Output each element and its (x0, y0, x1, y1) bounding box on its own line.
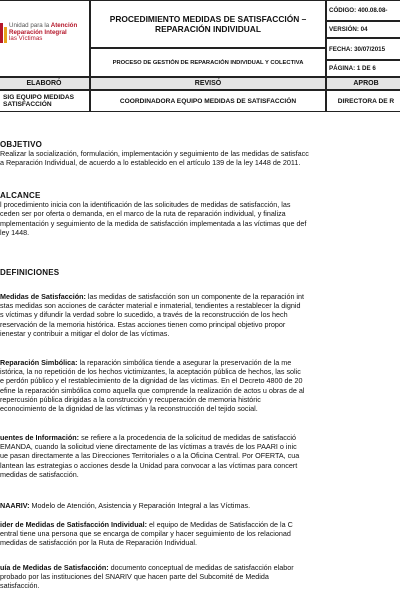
definition-lider-medidas: ider de Medidas de Satisfacción Individual: el equipo de Medidas de Satisfacción de la C entral tiene una persona que se encarga de compilar y hacer seguimiento de los relacionad medidas de satisfacción por la Ruta de Reparación Individual. (0, 520, 400, 548)
paragraph-line: ceden ser por oferta o demanda, en el marco de la ruta de reparación individual, y finaliza (0, 209, 286, 219)
paragraph-line: ley 1448. (0, 227, 30, 237)
aprobo-label: APROB (326, 77, 400, 90)
process-name-cell (90, 48, 326, 77)
document-date: FECHA: 30/07/2015 (326, 38, 400, 60)
definition-fuentes-informacion: uentes de Información: se refiere a la procedencia de la solicitud de medidas de satisfacció EMANDA, cuando la solicitud viene directamente de las víctimas a través de los PAARI o inic ue pasan directamente a las Direcciones Territoriales o a la Oficina Central. Por OFERTA, cua lantean las estrategias o acciones desde la Unidad para convocar a las víctimas para concert medidas de satisfacción. (0, 433, 400, 479)
elaboro-label: ELABORÓ (0, 77, 90, 90)
paragraph-line: Realizar la socialización, formulación, implementación y seguimiento de las medidas de satisfacc (0, 149, 309, 159)
logo-cell (0, 0, 90, 77)
definition-maariv: NAARIV: Modelo de Atención, Asistencia y Reparación Integral a las Víctimas. (0, 501, 251, 510)
elaboro-value: SIG EQUIPO MEDIDAS SATISFACCIÓN (0, 90, 90, 112)
paragraph-line: stas medidas son acciones de carácter material e inmaterial, tendientes a restablecer la dignid (0, 301, 301, 311)
paragraph-line: entral tiene una persona que se encarga de compilar y hacer seguimiento de los relacionad (0, 529, 291, 539)
unit-logo-mark (0, 23, 7, 43)
definition-medidas-satisfaccion: Medidas de Satisfacción: las medidas de satisfacción son un componente de la reparación int stas medidas son acciones de carácter material e inmaterial, tendientes a restablecer la dignid s víctimas y difundir la verdad sobre lo sucedido, a través de la reconstrucción de los hech reservación de la memoria histórica. Estas acciones tienen como principal objetivo propor ienestar y contribuir a mitigar el dolor de las víctimas. (0, 292, 400, 338)
definition-term: Reparación Simbólica: (0, 358, 78, 367)
document-version: VERSIÓN: 04 (326, 21, 400, 38)
paragraph-line: ue pasan directamente a las Direcciones Territoriales o a la Oficina Central. Por OFERTA, cua (0, 451, 300, 461)
paragraph-line: ienestar y contribuir a mitigar el dolor de las víctimas. (0, 328, 170, 338)
aprobo-value: DIRECTORA DE R (326, 90, 400, 112)
definition-term: NAARIV: (0, 501, 30, 510)
paragraph-line: satisfacción. (0, 581, 40, 591)
paragraph-line: mplementación y seguimiento de la medida de satisfacción implementada a las víctimas que def (0, 218, 307, 228)
section-heading: ALCANCE (0, 191, 41, 200)
document-title-cell (90, 0, 326, 48)
document-title: PROCEDIMIENTO MEDIDAS DE SATISFACCIÓN – REPARACIÓN INDIVIDUAL (109, 14, 307, 34)
paragraph-line: efine la reparación simbólica como aquella que comprende la realización de actos u obras de al (0, 385, 305, 395)
definition-term: Medidas de Satisfacción: (0, 292, 86, 301)
paragraph-line: e perdón público y el restablecimiento de la dignidad de las víctimas. En el Decreto 4800 de 20 (0, 376, 303, 386)
document-header (0, 0, 400, 108)
document-page: PÁGINA: 1 DE 6 (326, 60, 400, 77)
paragraph-line: l procedimiento inicia con la identificación de las solicitudes de medidas de satisfacción, las (0, 200, 291, 210)
definition-reparacion-simbolica: Reparación Simbólica: la reparación simbólica tiende a asegurar la preservación de la me istórica, la no repetición de los hechos victimizantes, la aceptación pública de hechos, las solic e perdón público y el restablecimiento de la dignidad de las víctimas. En el Decreto 4800 de 20 efine la reparación simbólica como aquella que comprende la realización de actos u obras de al repercusión pública dirigidas a la construcción y recuperación de memoria históric econocimiento de la dignidad de las víctimas y la reconstrucción del tejido social. (0, 358, 400, 413)
paragraph-line: reservación de la memoria histórica. Estas acciones tienen como principal objetivo propor (0, 319, 286, 329)
section-heading: DEFINICIONES (0, 268, 60, 277)
paragraph-line: a Reparación Individual, de acuerdo a lo establecido en el artículo 139 de la ley 1448 de 2011. (0, 158, 301, 168)
section-heading: OBJETIVO (0, 140, 43, 149)
reviso-label: REVISÓ (90, 77, 326, 90)
paragraph-line: s víctimas y difundir la verdad sobre lo sucedido, a través de la reconstrucción de los hech (0, 310, 288, 320)
document-meta (326, 0, 400, 77)
paragraph-line: repercusión pública dirigidas a la construcción y recuperación de memoria históric (0, 394, 261, 404)
document-code: CÓDIGO: 400.08.08- (326, 0, 400, 21)
section-objetivo (0, 140, 400, 168)
reviso-value: COORDINADORA EQUIPO MEDIDAS DE SATISFACCIÓN (90, 90, 326, 112)
definition-term: uentes de Información: (0, 433, 80, 442)
unit-logo: Unidad para la Atención Reparación Integral las Víctimas (9, 22, 78, 43)
section-definiciones (0, 268, 400, 277)
paragraph-line: econocimiento de la dignidad de las víctimas y la reconstrucción del tejido social. (0, 404, 258, 414)
paragraph-line: EMANDA, cuando la solicitud viene directamente de las víctimas a través de los PAARI o inic (0, 442, 297, 452)
definition-guia-medidas: uía de Medidas de Satisfacción: documento conceptual de medidas de satisfacción elabor probado por las instituciones del SNARIV que hacen parte del Subcomité de Medida satisfacción. (0, 563, 400, 591)
process-name: PROCESO DE GESTIÓN DE REPARACIÓN INDIVIDUAL Y COLECTIVA (112, 59, 304, 66)
paragraph-line: istórica, la no repetición de los hechos victimizantes, la aceptación pública de hechos, las solic (0, 367, 301, 377)
paragraph-line: medidas de satisfacción. (0, 469, 79, 479)
definition-term: ider de Medidas de Satisfacción Individual: (0, 520, 147, 529)
section-alcance (0, 191, 400, 237)
paragraph-line: lantean las estrategias o acciones desde la Unidad para convocar a las víctimas para concert (0, 460, 298, 470)
paragraph-line: probado por las instituciones del SNARIV que hacen parte del Subcomité de Medida (0, 572, 269, 582)
definition-term: uía de Medidas de Satisfacción: (0, 563, 109, 572)
paragraph-line: medidas de satisfacción por la Ruta de Reparación Individual. (0, 538, 197, 548)
